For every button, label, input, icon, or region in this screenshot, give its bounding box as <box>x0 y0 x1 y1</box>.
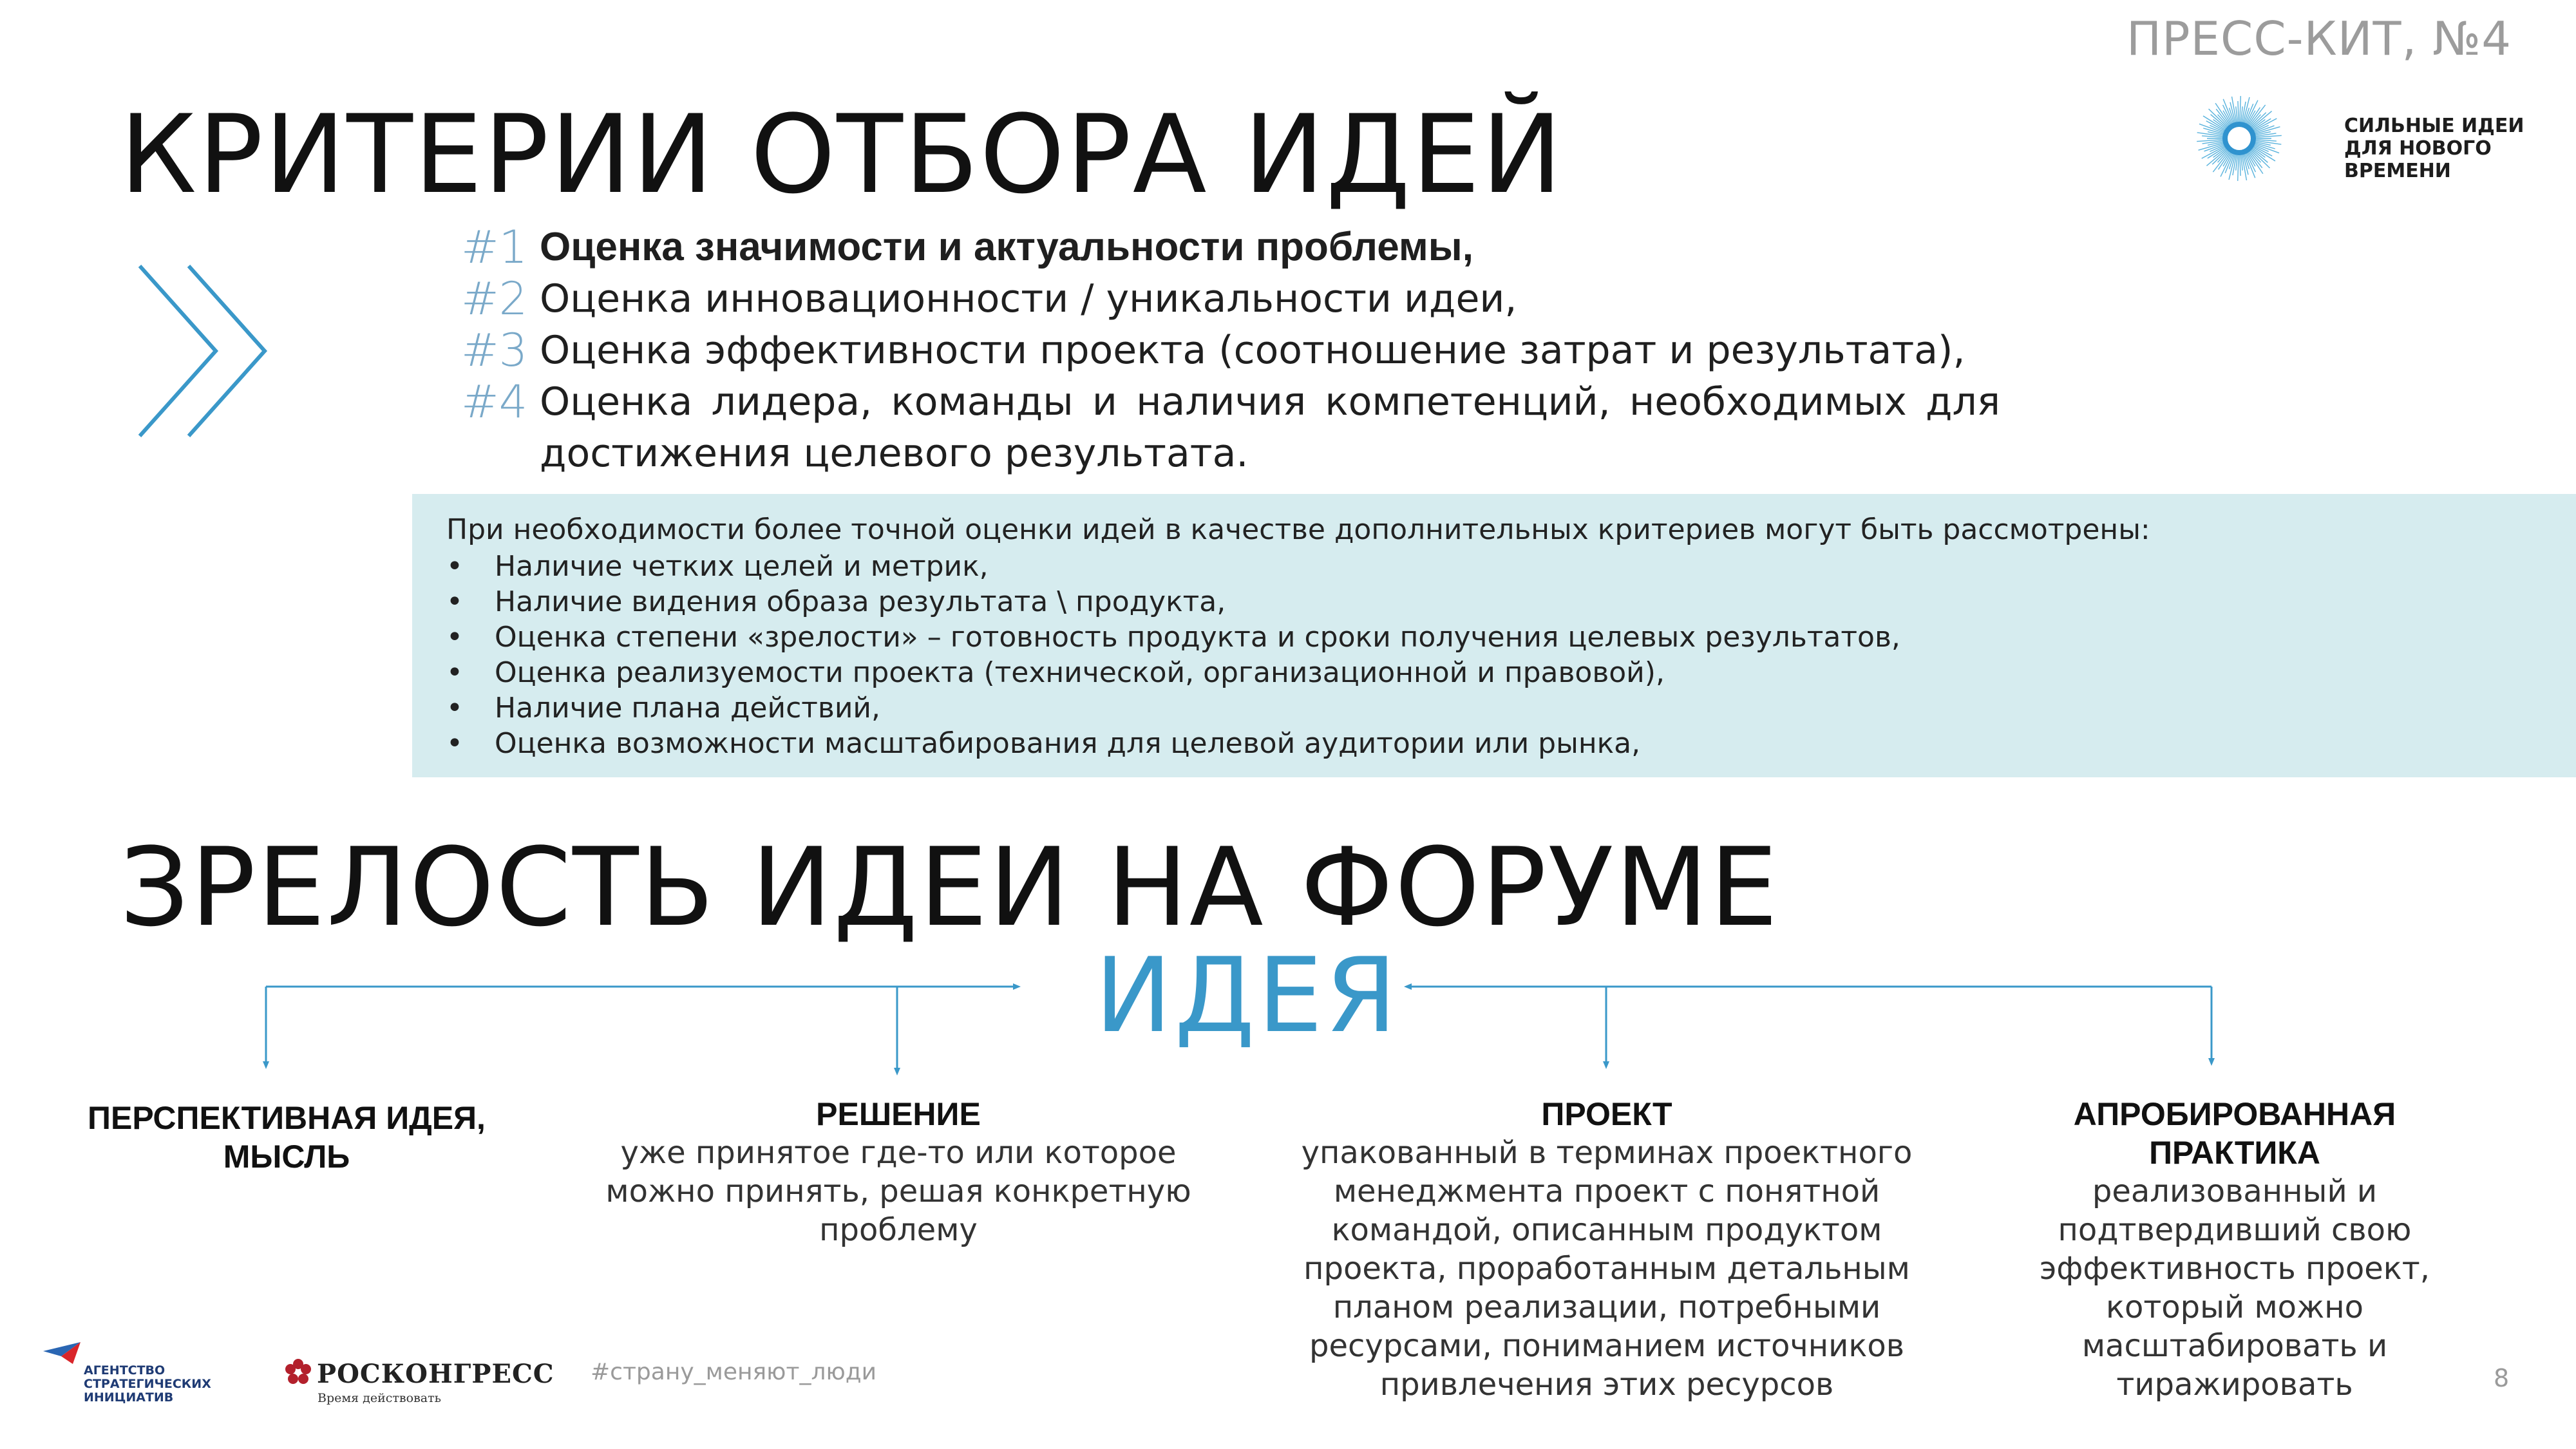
logo-caption: СИЛЬНЫЕ ИДЕИ ДЛЯ НОВОГО ВРЕМЕНИ <box>2344 115 2524 182</box>
stage-solution <box>602 1095 1195 1249</box>
list-item <box>446 655 1900 690</box>
criterion-text: Оценка значимости и актуальности проблемы, <box>540 225 1473 269</box>
roscongress-logo-icon <box>283 1358 313 1387</box>
bullet: • <box>446 550 463 583</box>
asi-line: СТРАТЕГИЧЕСКИХ <box>84 1377 211 1391</box>
additional-criteria-intro: При необходимости более точной оценки идей в качестве дополнительных критериев могут быть рассмотрены: <box>446 513 2150 546</box>
bullet: • <box>446 585 463 618</box>
criterion-item <box>461 222 2000 273</box>
list-item <box>446 690 1900 726</box>
roscongress-slogan: Время действовать <box>317 1391 441 1405</box>
criterion-item <box>461 325 2000 376</box>
hashtag: #страну_меняют_люди <box>591 1359 877 1385</box>
page-number: 8 <box>2494 1364 2510 1392</box>
asi-line: ИНИЦИАТИВ <box>84 1390 174 1405</box>
stage-heading: АПРОБИРОВАННАЯ ПРАКТИКА <box>2073 1096 2396 1171</box>
stage-description: уже принятое где-то или которое можно принять, решая конкретную проблему <box>605 1135 1191 1248</box>
criterion-number: #1 <box>461 221 528 274</box>
list-item <box>446 726 1900 761</box>
bullet: • <box>446 656 463 689</box>
list-item <box>446 584 1900 620</box>
asi-line: АГЕНТСТВО <box>84 1363 166 1378</box>
stage-idea <box>77 1099 496 1176</box>
roscongress-name: РОСКОНГРЕСС <box>317 1359 554 1389</box>
stage-description: упакованный в терминах проектного менеджмента проект с понятной командой, описанным продуктом проекта, проработанным детальным планом реализации, потребными ресурсами, пониманием источников привлечения этих ресурсов <box>1301 1135 1913 1403</box>
criterion-number: #4 <box>461 375 528 428</box>
logo-ray <box>2252 111 2272 128</box>
double-chevron-icon <box>132 261 274 441</box>
list-item-text: Оценка реализуемости проекта (технической, организационной и правовой), <box>495 656 1665 689</box>
criterion-item <box>461 376 2000 479</box>
list-item-text: Оценка степени «зрелости» – готовность продукта и сроки получения целевых результатов, <box>495 621 1900 654</box>
list-item-text: Наличие плана действий, <box>495 692 881 724</box>
asi-name <box>84 1364 211 1405</box>
logo-ray <box>2206 149 2226 166</box>
idea-center-word: ИДЕЯ <box>1095 935 1399 1056</box>
additional-criteria-list <box>446 549 1900 761</box>
criterion-text: Оценка лидера, команды и наличия компетенций, необходимых для достижения целевого результата. <box>540 379 2000 476</box>
criterion-item <box>461 273 2000 325</box>
bullet: • <box>446 621 463 654</box>
criterion-number: #3 <box>461 324 528 377</box>
stage-description: реализованный и подтвердивший свою эффективность проект, который можно масштабировать и тиражировать <box>2040 1173 2430 1403</box>
list-item <box>446 549 1900 584</box>
stage-project <box>1288 1095 1926 1404</box>
criterion-number: #2 <box>461 272 528 325</box>
list-item-text: Наличие четких целей и метрик, <box>495 550 989 583</box>
stage-heading: РЕШЕНИЕ <box>816 1096 981 1132</box>
criterion-text: Оценка инновационности / уникальности идеи, <box>540 276 1517 321</box>
list-item-text: Оценка возможности масштабирования для целевой аудитории или рынка, <box>495 727 1641 760</box>
logo-ray <box>2238 101 2239 122</box>
bullet: • <box>446 692 463 724</box>
logo-ray <box>2238 155 2239 181</box>
bullet: • <box>446 727 463 760</box>
section-title: ЗРЕЛОСТЬ ИДЕИ НА ФОРУМЕ <box>120 824 1779 951</box>
criteria-list <box>461 222 2000 479</box>
press-kit-label: ПРЕСС-КИТ, №4 <box>2126 12 2512 66</box>
list-item-text: Наличие видения образа результата \ продукта, <box>495 585 1226 618</box>
stage-heading: ПРОЕКТ <box>1541 1096 1672 1132</box>
criterion-text: Оценка эффективности проекта (соотношение затрат и результата), <box>540 328 1965 373</box>
list-item <box>446 620 1900 655</box>
page-title: КРИТЕРИИ ОТБОРА ИДЕЙ <box>120 91 1564 218</box>
stage-heading: ПЕРСПЕКТИВНАЯ ИДЕЯ, МЫСЛЬ <box>88 1100 486 1175</box>
forum-logo-icon <box>2193 74 2360 203</box>
stage-practice <box>1984 1095 2486 1404</box>
